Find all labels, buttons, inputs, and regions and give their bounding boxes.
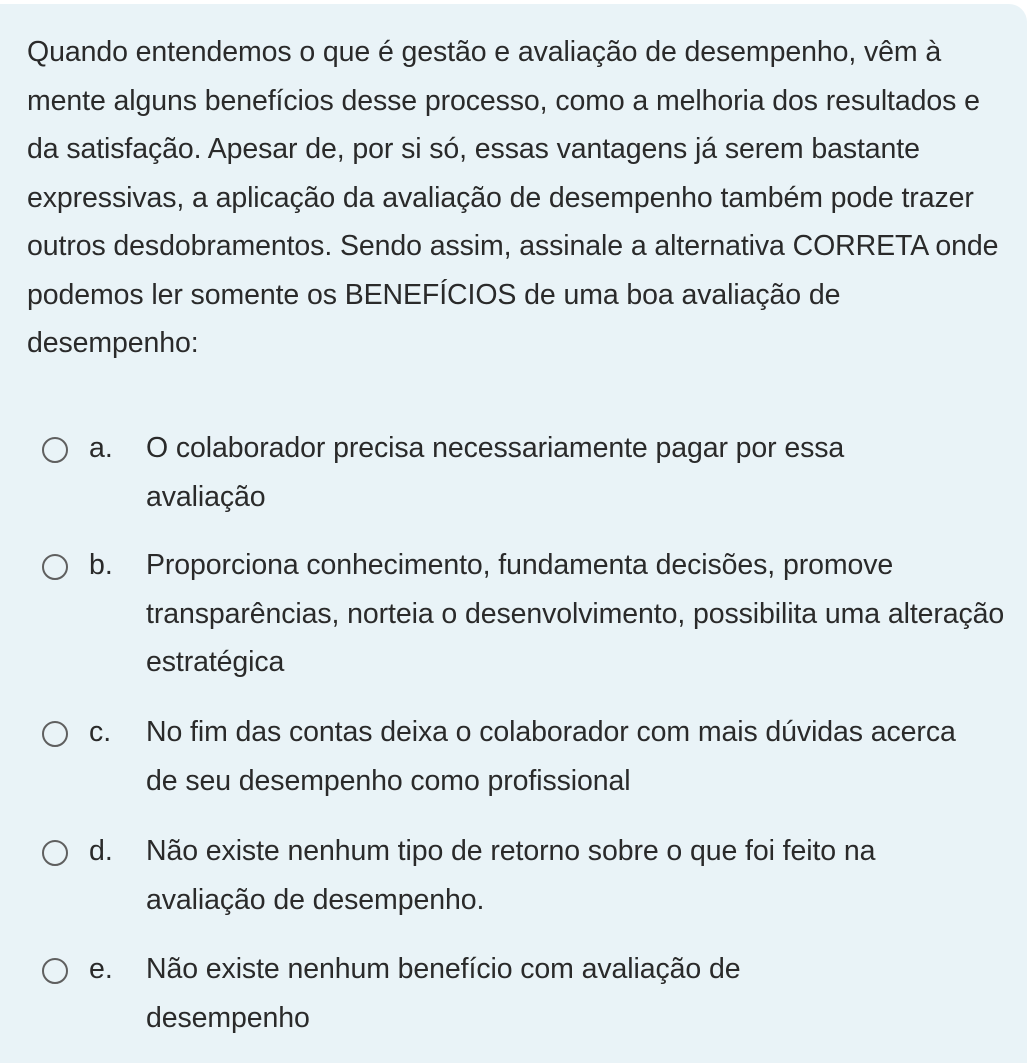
radio-button-d[interactable] (42, 840, 68, 866)
option-letter: e. (89, 953, 113, 985)
radio-button-a[interactable] (42, 437, 68, 463)
option-label: Não existe nenhum tipo de retorno sobre o que foi feito na avaliação de desempenho. (146, 835, 876, 916)
radio-button-e[interactable] (42, 958, 68, 984)
question-text: Quando entendemos o que é gestão e avaliação de desempenho, vêm à mente alguns benefícios desse processo, como a melhoria dos resultados e da satisfação. Apesar de, por si só, essas vantagens já serem bastante expressivas, a aplicação da avaliação de desempenho também pode trazer outros desdobramentos. Sendo assim, assinale a alternativa CORRETA onde podemos ler somente os BENEFÍCIOS de uma boa avaliação de desempenho: (27, 36, 999, 359)
option-letter: a. (89, 432, 113, 464)
option-label: No fim das contas deixa o colaborador com mais dúvidas acerca de seu desempenho como profissional (146, 716, 956, 797)
radio-button-c[interactable] (42, 721, 68, 747)
option-label: O colaborador precisa necessariamente pagar por essa avaliação (146, 432, 845, 513)
radio-button-b[interactable] (42, 554, 68, 580)
option-letter: c. (89, 716, 112, 748)
option-label: Não existe nenhum benefício com avaliação de desempenho (146, 953, 741, 1034)
option-letter: d. (89, 835, 113, 867)
option-letter: b. (89, 549, 113, 581)
option-label: Proporciona conhecimento, fundamenta decisões, promove transparências, norteia o desenvolvimento, possibilita uma alteração estratégica (146, 549, 1005, 678)
